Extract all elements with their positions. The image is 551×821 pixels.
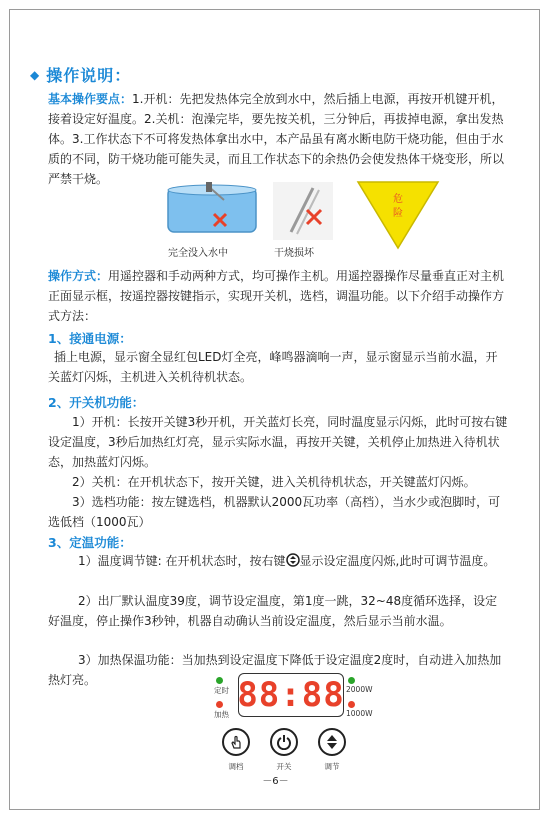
temp-paragraph-1 (48, 551, 508, 571)
temp-paragraph-1-part-a: 1）温度调节键: 在开机状态时，按右键 (78, 554, 286, 568)
led-digits: 88:88 (237, 675, 345, 715)
operation-method-label: 操作方式： (48, 269, 109, 283)
power-button[interactable] (270, 728, 298, 756)
temp-paragraph-1-part-b: 显示设定温度闪烁,此时可调节温度。 (299, 554, 496, 568)
power-heading: 1、接通电源： (48, 331, 132, 346)
onoff-paragraph-1: 1）开机：长按开关键3秒开机，开关蓝灯长亮，同时温度显示闪烁，此时可按右键设定温度，3秒后加热红灯亮，显示实际水温，再按开关键，关机停止加热进入待机状态，加热蓝灯闪烁。 (48, 415, 508, 469)
timer-led (216, 677, 223, 684)
power-icon (276, 734, 292, 750)
diamond-bullet-icon: ◆ (30, 68, 41, 82)
svg-text:危: 危 (393, 194, 403, 205)
warning-triangle-icon (356, 180, 440, 250)
mode-button[interactable] (222, 728, 250, 756)
basic-operation-paragraph (48, 89, 508, 189)
basic-operation-label: 基本操作要点： (48, 92, 133, 106)
high-power-led (348, 677, 355, 684)
operation-method-text: 用遥控器和手动两种方式，均可操作主机。用遥控器操作尽量垂直正对主机正面显示框，按遥控器按键指示，实现开关机，选档，调温功能。以下介绍手动操作方式方法： (48, 269, 505, 323)
adjust-button-label: 调节 (324, 762, 340, 771)
heater-rod-icon (273, 182, 333, 240)
power-button-label: 开关 (276, 762, 292, 771)
svg-text:险: 险 (393, 208, 403, 219)
hand-icon (228, 734, 244, 750)
rod-caption: 干烧损坏 (274, 248, 314, 259)
onoff-paragraph-2: 2）关机：在开机状态下，按开关键，进入关机待机状态，开关键蓝灯闪烁。 (72, 475, 476, 489)
onoff-paragraph-3: 3）选档功能：按左键选档，机器默认2000瓦功率（高档），当水少或泡脚时，可选低档（1000瓦） (48, 495, 501, 529)
control-panel-display (210, 671, 380, 721)
control-buttons (216, 728, 352, 770)
up-down-icon (286, 553, 300, 567)
tub-caption: 完全没入水中 (168, 248, 228, 259)
temp-paragraph-3: 3）加热保温功能：当加热到设定温度下降低于设定温度2度时，自动进入加热加热灯亮。 (48, 653, 502, 687)
section-title (30, 63, 131, 86)
onoff-heading: 2、开关机功能： (48, 395, 145, 410)
bathtub-icon (166, 182, 258, 234)
temp-paragraph-2: 2）出厂默认温度39度，调节设定温度，第1度一跳，32~48度循环选择，设定好温度，停止操作3秒钟，机器自动确认当前设定温度，然后显示当前水温。 (48, 594, 498, 628)
timer-label: 定时 (214, 686, 229, 695)
section-title-text: 操作说明： (46, 66, 132, 85)
power-paragraph: 插上电源，显示窗全显红包LED灯全亮，峰鸣器滴响一声，显示窗显示当前水温，开关蓝灯闪烁，主机进入关机待机状态。 (48, 350, 498, 384)
heat-label: 加热 (214, 710, 229, 719)
adjust-button[interactable] (318, 728, 346, 756)
basic-operation-text: 1.开机：先把发热体完全放到水中，然后插上电源，再按开机键开机，接着设定好温度。2.关机：泡澡完毕，要先按关机，三分钟后，再拔掉电源，拿出发热体。3.工作状态下不可将发热体拿出水中，本产品虽有离水断电防干烧功能，但由于水质的不同，防干烧功能可能失灵，而且工作状态下的余热仍会使发热体干烧变形，所以严禁干烧。 (48, 92, 505, 186)
high-power-label: 2000W (346, 685, 373, 694)
mode-button-label: 调档 (228, 762, 244, 771)
heat-led (216, 701, 223, 708)
up-down-arrows-icon (324, 734, 340, 750)
operation-method-paragraph (48, 266, 508, 326)
temp-heading: 3、定温功能： (48, 535, 132, 550)
low-power-label: 1000W (346, 709, 373, 718)
illustrations (160, 180, 460, 260)
low-power-led (348, 701, 355, 708)
page-number: －6－ (262, 776, 289, 787)
